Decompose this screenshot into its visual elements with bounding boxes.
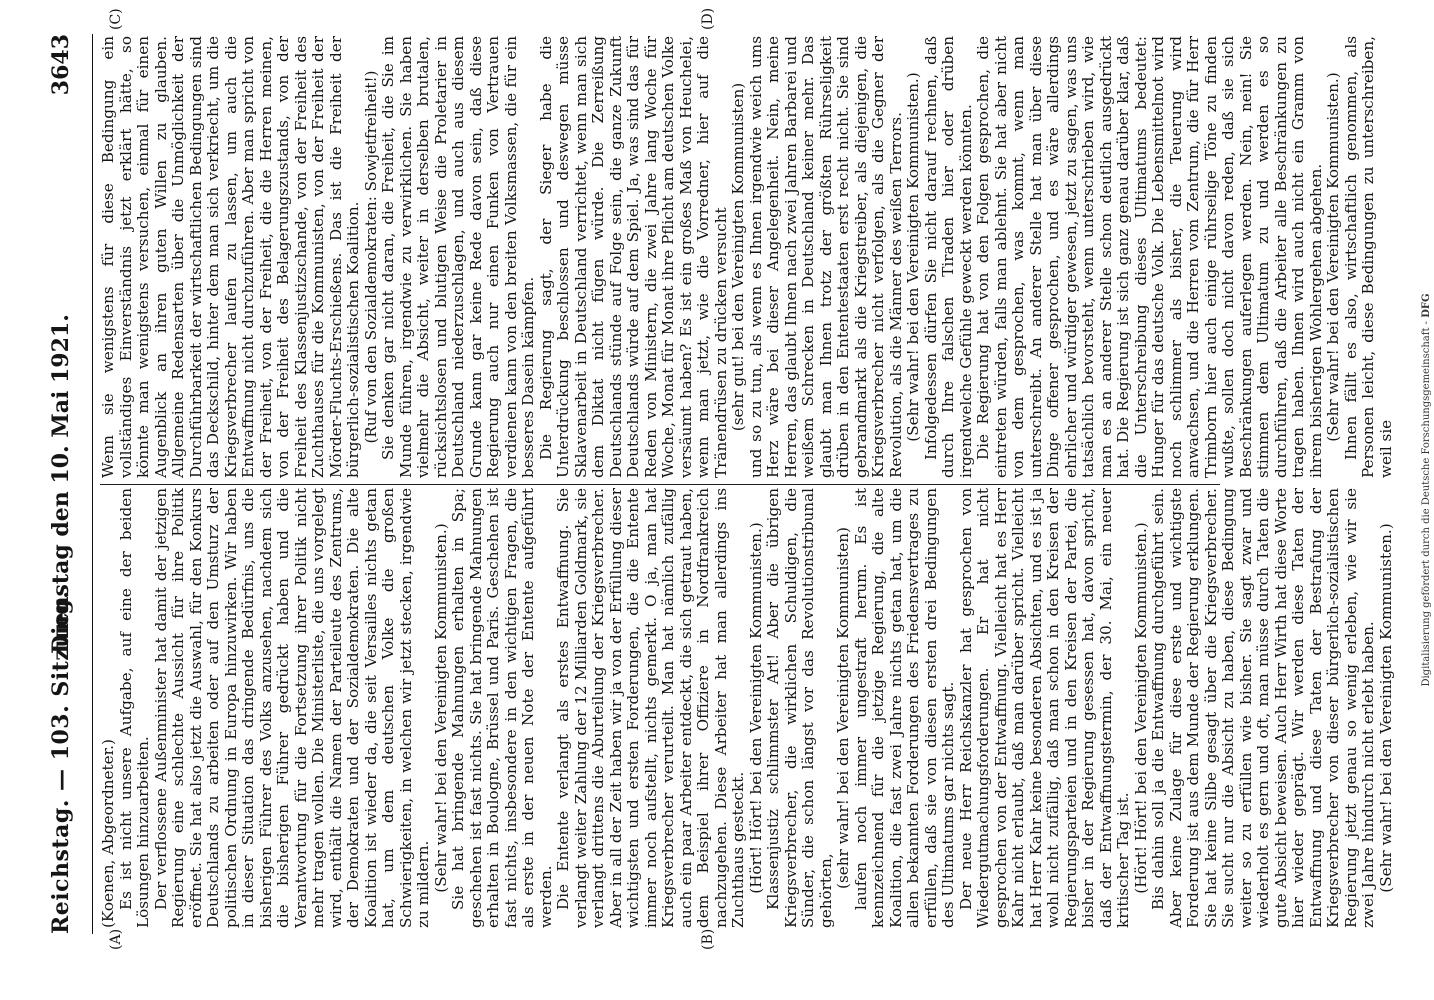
interjection: (Sehr wahr! bei den Vereinigten Kommunisten.) <box>904 72 922 442</box>
paragraph: Bis dahin soll ja die Entwaffnung durchgeführt sein. Aber keine Zulage für diese erste und wichtigste Forderung ist aus dem Munde der Regierung erklungen. Sie hat keine Silbe gesagt über die Kriegsverbrecher. Sie sucht nur die Absicht zu haben, diese Bedingung weiter so zu erfüllen wie bisher. Sie sagt zwar und wiederholt es gern und oft, man müsse durch Taten die gute Absicht beweisen. Auch Herr Wirth hat diese Worte hier wieder geprägt. Wir werden diese Taten der Entwaffnung und diese Taten der Bestrafung der Kriegsverbrecher von dieser bürgerlich-sozialistischen Regierung jetzt genau so wenig erleben, wie wir sie zwei Jahre hindurch nicht erlebt haben. <box>1149 488 1377 928</box>
header-date: Dienstag den 10. Mai 1921. <box>48 314 74 654</box>
paragraph: Ihnen fällt es also, wirtschaftlich genommen, als Personen leicht, diese Bedingungen zu unterschreiben, weil sie <box>1341 36 1395 478</box>
marker-a: (A) <box>108 928 124 950</box>
dfg-logo: DFG <box>1421 293 1432 318</box>
marker-d: (D) <box>700 7 716 30</box>
paragraph: laufen noch immer ungestraft herum. Es ist kennzeichnend für die jetzige Regierung, die alte Koalition, die fast zwei Jahre nichts getan hat, um die allen bekannten Forderungen des Friedensvertrages zu erfüllen, daß sie von diesen ersten drei Bedingungen des Ultimatums gar nichts sagt. <box>851 488 957 928</box>
interjection: (sehr wahr! bei den Vereinigten Kommunisten) <box>834 527 852 889</box>
paragraph: Es ist nicht unsere Aufgabe, auf eine der beiden Lösungen hinzuarbeiten. <box>116 488 152 928</box>
paragraph: Infolgedessen dürfen Sie nicht darauf rechnen, daß durch Ihre falschen Tiraden hier oder drüben irgendwelche Gefühle geweckt werden könnten. <box>921 36 975 478</box>
interjection: (Sehr wahr! bei den Vereinigten Kommunisten.) <box>1324 72 1342 442</box>
paragraph: Sie denken gar nicht daran, die Freiheit, die Sie im Munde führen, irgendwie zu verwirklichen. Sie haben vielmehr die Absicht, weiter in derselben brutalen, rücksichtslosen und blutigen Weise die Proletarier in Deutschland niederzuschlagen, und auch aus diesem Grunde kann gar keine Rede davon sein, daß diese Regierung auch nur einen Funken von Vertrauen verdienen kann von den breiten Volksmassen, die für ein besseres Dasein kämpfen. <box>379 36 537 478</box>
interjection: (Sehr wahr! bei den Vereinigten Kommunisten.) <box>431 523 450 893</box>
newspaper-page <box>0 7 1434 990</box>
interjection: (Ruf von den Sozialdemokraten: Sowjetfreiheit!) <box>361 70 380 444</box>
paragraph: Klassenjustiz schlimmster Art! Aber die übrigen Kriegsverbrecher, die wirklichen Schuldigen, die Sünder, die schon längst vor das Revolutionstribunal gehörten, <box>764 488 835 928</box>
page-number: 3643 <box>48 34 74 96</box>
speaker-line: (Koenen, Abgeordneter.) <box>99 739 117 928</box>
header-session: Reichstag. — 103. Sitzung. <box>48 590 74 934</box>
interjection: (Sehr wahr! bei den Vereinigten Kommunisten.) <box>1376 523 1395 893</box>
interjection: (Hört! Hört! bei den Vereinigten Kommunisten.) <box>1131 522 1150 894</box>
paragraph: Der verflossene Außenminister hat damit der jetzigen Regierung eine schlechte Aussicht für ihre Politik eröffnet. Sie hat also jetzt die Auswahl, für den Konkurs Deutschlands zu arbeiten oder auf den Umsturz der politischen Ordnung in Europa hinzuwirken. Wir haben in dieser Situation das dringende Bedürfnis, uns die bisherigen Führer des Volks anzusehen, nachdem sich die bisherigen Führer gedrückt haben und die Verantwortung für die Fortsetzung ihrer Politik nicht mehr tragen wollen. Die Ministerliste, die uns vorgelegt wird, enthält die Namen der Parteileute des Zentrums, der Demokraten und der Sozialdemokraten. Die alte Koalition ist wieder da, die seit Versailles nichts getan hat, um dem deutschen Volke die großen Schwierigkeiten, in welchen wir jetzt stecken, irgendwie zu mildern. <box>151 488 432 928</box>
header-rule <box>92 34 93 934</box>
right-column <box>100 36 1395 478</box>
interjection: (sehr gut! bei den Vereinigten Kommunisten) <box>729 82 747 432</box>
interjection: (Hört! Hört! bei den Vereinigten Kommunisten.) <box>746 522 765 894</box>
left-column <box>100 488 1395 928</box>
footer-text: Digitalisierung gefördert durch die Deutsche Forschungsgemeinschaft - <box>1421 320 1432 687</box>
paragraph: Die Regierung hat von den Folgen gesprochen, die eintreten würden, falls man ablehnt. Sie hat aber nicht von dem gesprochen, was kommt, wenn man unterschreibt. An anderer Stelle hat man über diese Dinge offener gesprochen, und es wäre allerdings ehrlicher und würdiger gewesen, jetzt zu sagen, was uns tatsächlich bevorsteht, wenn unterschrieben wird, wie man es an anderer Stelle schon deutlich ausgedrückt hat. Die Regierung ist sich ganz genau darüber klar, daß die Unterschreibung dieses Ultimatums bedeutet: Hunger für das deutsche Volk. Die Lebensmittelnot wird noch schlimmer als bisher, die Teuerung wird anwachsen, und die Herren vom Zentrum, die für Herr Trimborn hier auch einige rührselige Töne zu finden wußte, sollen doch nicht davon reden, daß sie sich Beschränkungen auferlegen werden. Nein, nein! Sie stimmen dem Ultimatum zu und werden es so durchführen, daß die Arbeiter alle Beschränkungen zu tragen haben. Ihnen wird auch nicht ein Gramm von ihrem bisherigen Wohlergehen abgehen. <box>974 36 1325 478</box>
paragraph: Wenn sie wenigstens für diese Bedingung ein vollständiges Einverständnis jetzt erklärt hätte, so könnte man wenigstens versuchen, einmal für einen Augenblick an ihren guten Willen zu glauben. Allgemeine Redensarten über die Unmöglichkeit der Durchführbarkeit der wirtschaftlichen Bedingungen sind das Deckschild, hinter dem man sich verkriecht, um die Kriegsverbrecher laufen zu lassen, um auch die Entwaffnung nicht durchzuführen. Aber man spricht von der Freiheit, von der Freiheit, die die Herren meinen, von der Freiheit des Belagerungszustands, von der Freiheit des Klassenjustizschande, von der Freiheit des Zuchthauses für die Kommunisten, von der Freiheit der Mörder-Fluchts-Erschießens. Das ist die Freiheit der bürgerlich-sozialistischen Koalition. <box>99 36 362 478</box>
marker-c: (C) <box>108 8 124 30</box>
paragraph: Sie hat bringende Mahnungen erhalten in Spa; geschehen ist fast nichts. Sie hat bringende Mahnungen erhalten in Boulogne, Brüssel und Paris. Geschehen ist fast nichts, insbesondere in den wichtigen Fragen, die als erste in der neuen Note der Entente aufgeführt werden. <box>449 488 555 928</box>
paragraph: Die Regierung sagt, der Sieger habe die Unterdrückung beschlossen und deswegen müsse Sklavenarbeit in Deutschland verrichtet, wenn man sich dem Diktat nicht fügen würde. Die Zerreißung Deutschlands stünde auf Folge sein, die ganze Zukunft Deutschlands würde auf dem Spiel. Ja, was sind das für Reden von Ministern, die zwei Jahre lang Woche für Woche, Monat für Monat ihre Pflicht am deutschen Volke versäumt haben? Es ist ein großes Maß von Heuchelei, wenn man jetzt, wie die Vorredner, hier auf die Tränendrüsen zu drücken versucht <box>536 36 730 478</box>
marker-b: (B) <box>700 928 716 950</box>
page-header <box>42 34 92 934</box>
paragraph: Die Entente verlangt als erstes Entwaffnung. Sie verlangt weiter Zahlung der 12 Milliarden Goldmark, sie verlangt drittens die Aburteilung der Kriegsverbrecher. Aber in all der Zeit haben wir ja von der Erfüllung dieser wichtigsten und ersten Forderungen, die die Entente immer noch aufstellt, nichts gemerkt. O ja, man hat Kriegsverbrecher verurteilt. Man hat nämlich zufällig auch ein paar Arbeiter entdeckt, die sich getraut haben, dem Beispiel ihrer Offiziere in Nordfrankreich nachzugehen. Diese Arbeiter hat man allerdings ins Zuchthaus gesteckt. <box>554 488 747 928</box>
digitization-note <box>1421 0 1432 990</box>
paragraph: Der neue Herr Reichskanzler hat gesprochen von Wiedergutmachungsforderungen. Er hat nicht gesprochen von der Entwaffnung. Vielleicht hat es Herr Kahr nicht erlaubt, daß man darüber spricht. Vielleicht hat Herr Kahr keine besonderen Absichten, und es ist ja wohl nicht zufällig, daß man schon in den Kreisen der Regierungsparteien und in den Kreisen der Partei, die bisher in der Regierung gesessen hat, davon spricht, daß der Entwaffnungstermin, der 30. Mai, ein neuer kritischer Tag ist. <box>956 488 1132 928</box>
paragraph: und so zu tun, als wenn es Ihnen irgendwie weich ums Herz wäre bei dieser Angelegenheit. Nein, meine Herren, das glaubt Ihnen nach zwei Jahren Barbarei und weißem Schrecken in Deutschland keiner mehr. Das glaubt man Ihnen trotz der größten Rührseligkeit drüben in den Ententestaaten erst recht nicht. Sie sind gebrandmarkt als die Kriegstreiber, als diejenigen, die Kriegsverbrecher nicht verfolgen, als die Gegner der Revolution, als die Männer des weißen Terrors. <box>746 36 905 478</box>
column-separator <box>100 484 1220 485</box>
